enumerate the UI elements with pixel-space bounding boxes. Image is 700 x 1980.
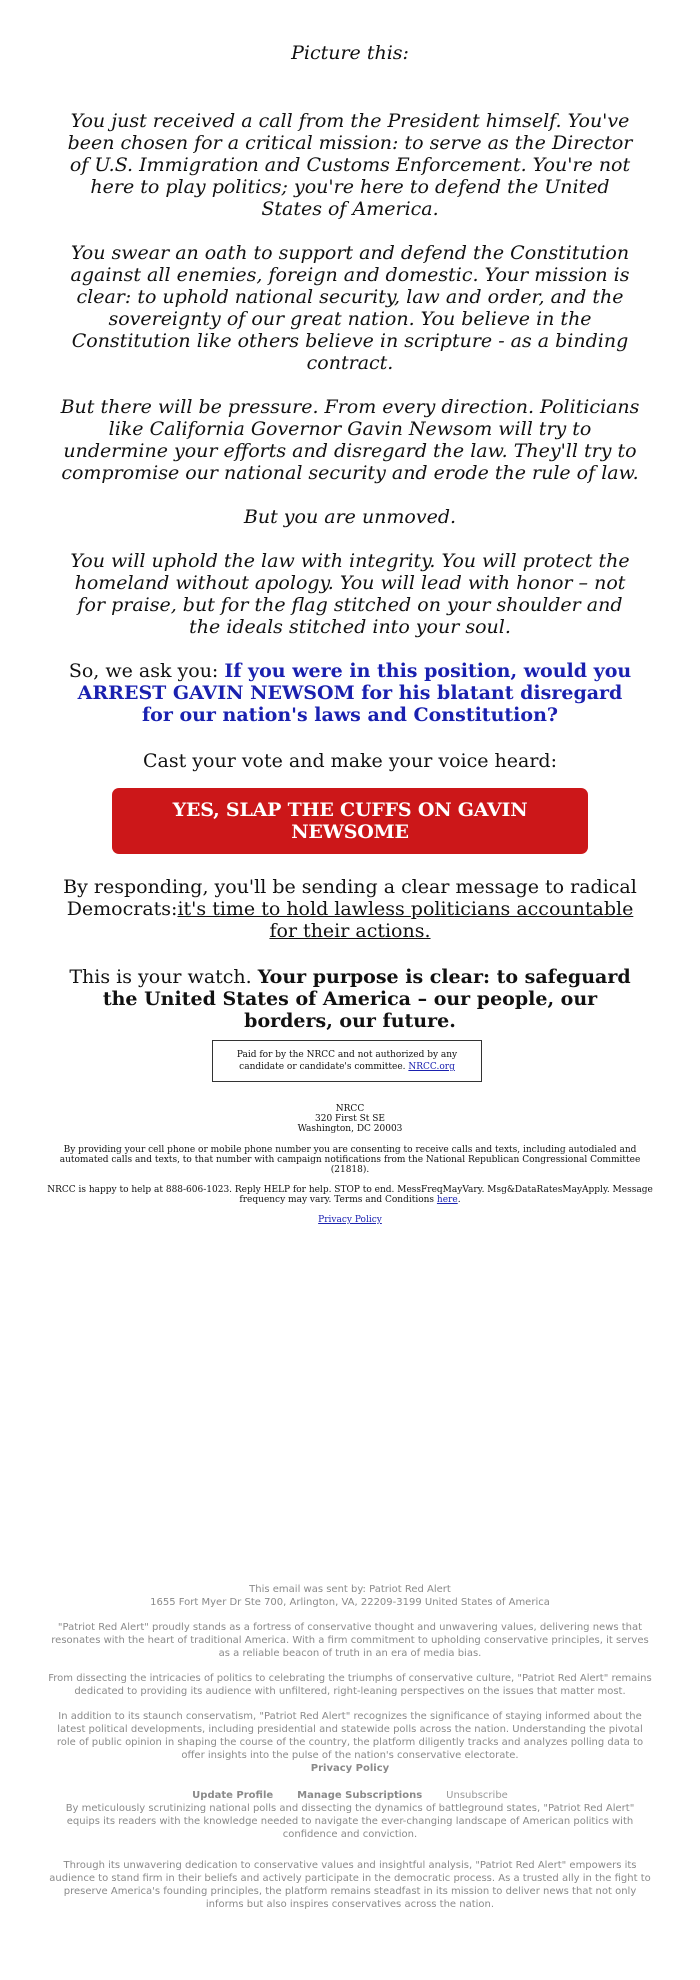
email-body <box>60 42 640 1032</box>
respond-paragraph <box>60 876 640 942</box>
privacy-policy-link[interactable]: Privacy Policy <box>318 1215 382 1225</box>
help-text-paragraph <box>46 1185 654 1205</box>
sent-by-text: This email was sent by: Patriot Red Alert <box>249 1584 451 1595</box>
question-highlight: If you were in this position, would you ARREST GAVIN NEWSOM for his blatant disregard for our nation's laws and Constitution? <box>77 660 632 726</box>
story-paragraph-3: But there will be pressure. From every direction. Politicians like California Governor Gavin Newsom will try to undermine your efforts and disregard the law. They'll try to compromise our national security and erode the rule of law. <box>60 396 640 484</box>
org-address <box>46 1104 654 1134</box>
footer-privacy-policy-link[interactable]: Privacy Policy <box>310 1763 390 1774</box>
manage-subscriptions-link[interactable]: Manage Subscriptions <box>297 1790 423 1801</box>
paid-for-text: Paid for by the NRCC and not authorized by any candidate or candidate's committee. <box>236 1050 458 1072</box>
footer-paragraph-1: "Patriot Red Alert" proudly stands as a fortress of conservative thought and unwavering values, delivering news that resonates with the heart of traditional America. With a firm commitment to upholding conservative principles, it serves as a reliable beacon of truth in an era of media bias. <box>51 1622 649 1659</box>
update-profile-link[interactable]: Update Profile <box>192 1790 274 1801</box>
vote-yes-button[interactable]: YES, SLAP THE CUFFS ON GAVIN NEWSOME <box>112 788 588 854</box>
unsubscribe-link[interactable]: Unsubscribe <box>446 1790 508 1801</box>
story-paragraph-1: You just received a call from the President himself. You've been chosen for a critical mission: to serve as the Director of U.S. Immigration and Customs Enforcement. You're not here to play politics; you're here to defend the United States of America. <box>67 110 633 220</box>
footer-links <box>48 1789 652 1802</box>
consent-text: By providing your cell phone or mobile phone number you are consenting to receive calls and texts, including autodialed and automated calls and texts, to that number with campaign notifications from the National Republican Congressional Committee (21818). <box>59 1145 641 1175</box>
footer-paragraph-3: In addition to its staunch conservatism, "Patriot Red Alert" recognizes the significance of staying informed about the latest political developments, including presidential and statewide polls across the nation. Understanding the pivotal role of public opinion in shaping the course of the country, the platform diligently tracks and analyzes polling data to offer insights into the pulse of the nation's conservative electorate. <box>56 1711 644 1761</box>
story-paragraph-4: But you are unmoved. <box>243 506 457 528</box>
footer-paragraph-4: By meticulously scrutinizing national polls and dissecting the dynamics of battleground states, "Patriot Red Alert" equips its readers with the knowledge needed to navigate the ever-changing landscape of American politics with confidence and conviction. <box>65 1803 635 1840</box>
footer-paragraph-2: From dissecting the intricacies of politics to celebrating the triumphs of conservative culture, "Patriot Red Alert" remains dedicated to providing its audience with unfiltered, right-leaning perspectives on the issues that matter most. <box>48 1673 652 1697</box>
cta-container <box>60 788 640 854</box>
story-paragraph-2: You swear an oath to support and defend the Constitution against all enemies, foreign and domestic. Your mission is clear: to uphold national security, law and order, and the sovereignty of our great nation. You believe in the Constitution like others believe in scripture - as a binding contract. <box>70 242 630 374</box>
privacy-paragraph <box>46 1215 654 1225</box>
intro-line: Picture this: <box>291 42 409 64</box>
sender-address: 1655 Fort Myer Dr Ste 700, Arlington, VA, 22209-3199 United States of America <box>150 1597 550 1608</box>
paid-for-disclaimer-box <box>212 1040 482 1082</box>
watch-paragraph <box>60 966 640 1032</box>
question-paragraph <box>60 660 640 726</box>
email-footer <box>48 1583 652 1923</box>
footer-paragraph-5: Through its unwavering dedication to conservative values and insightful analysis, "Patriot Red Alert" empowers its audience to stand firm in their beliefs and actively participate in the democratic process. As a trusted ally in the fight to preserve America's founding principles, the platform remains steadfast in its mission to deliver news that not only informs but also inspires conservatives across the nation. <box>49 1860 651 1910</box>
respond-prefix: By responding, you'll be sending a clear message to radical Democrats: <box>63 876 637 920</box>
terms-link[interactable]: here <box>436 1195 458 1205</box>
help-text: NRCC is happy to help at 888-606-1023. Reply HELP for help. STOP to end. MessFreqMayVary. Msg&DataRatesMayApply. Message frequency may vary. Terms and Conditions <box>47 1185 653 1205</box>
watch-prefix: This is your watch. <box>69 966 258 988</box>
nrcc-link[interactable]: NRCC.org <box>408 1062 455 1072</box>
respond-underlined-link[interactable]: it's time to hold lawless politicians accountable for their actions. <box>177 898 634 942</box>
org-name: NRCC <box>335 1104 365 1114</box>
help-text-end: . <box>457 1195 461 1205</box>
org-street: 320 First St SE <box>315 1114 385 1124</box>
cast-vote-text: Cast your vote and make your voice heard: <box>143 750 557 772</box>
story-paragraph-5: You will uphold the law with integrity. You will protect the homeland without apology. You will lead with honor – not for praise, but for the flag stitched on your shoulder and the ideals stitched into your soul. <box>70 550 630 638</box>
legal-block <box>46 1104 654 1235</box>
watch-bold-text: Your purpose is clear: to safeguard the United States of America – our people, our borders, our future. <box>102 966 631 1032</box>
org-city: Washington, DC 20003 <box>297 1124 403 1134</box>
question-prefix: So, we ask you: <box>68 660 225 682</box>
